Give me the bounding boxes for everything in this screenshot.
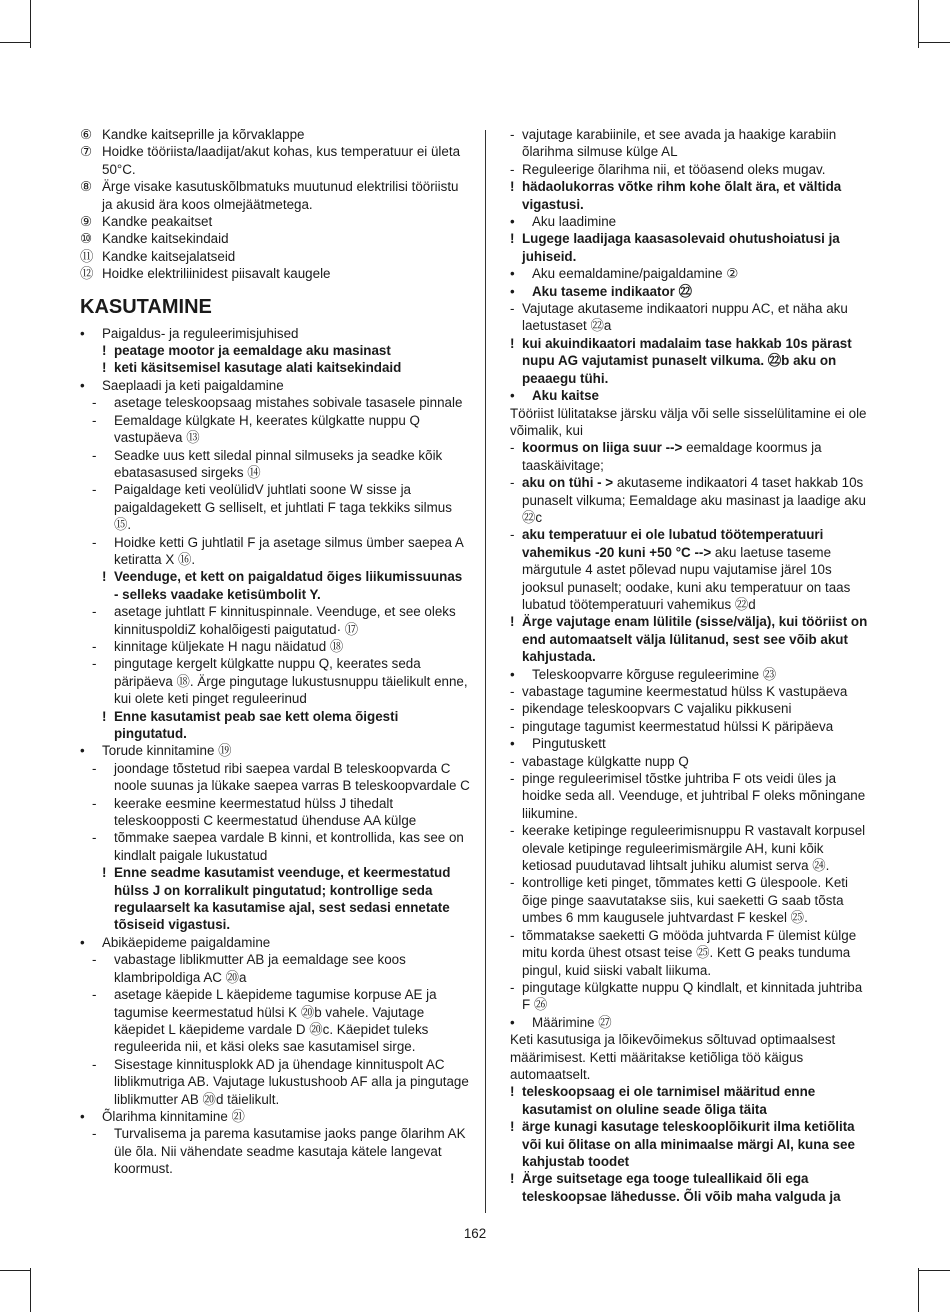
crop-mark bbox=[0, 1270, 30, 1271]
list-marker: - bbox=[92, 760, 97, 776]
list-marker: - bbox=[510, 161, 515, 177]
list-marker: - bbox=[510, 475, 515, 491]
item-text: Kandke kaitseprille ja kõrvaklappe bbox=[102, 127, 305, 142]
item-text: Sisestage kinnitusplokk AD ja ühendage kinnituspolt AC liblikmutriga AB. Vajutage lukustushoob AF alla ja pingutage liblikmutter AB ⑳d täielikult. bbox=[114, 1056, 469, 1107]
item-text: pingutage tagumist keermestatud hülssi K päripäeva bbox=[522, 718, 834, 734]
item-text: hädaolukorras võtke rihm kohe õlalt ära, et vältida vigastusi. bbox=[522, 179, 842, 212]
list-marker: ! bbox=[510, 179, 515, 195]
warning-item bbox=[102, 864, 470, 934]
item-text: kontrollige keti pinget, tõmmates ketti G ülespoole. Keti õige pinge saavutatakse siis, kui saeketti G saab tõsta umbes 6 mm kaugusele juhtvardast F keskel ㉕. bbox=[522, 875, 849, 926]
item-text: Määrimine ㉗ bbox=[532, 1014, 612, 1030]
dash-item bbox=[510, 126, 872, 161]
dash-item bbox=[510, 526, 872, 613]
item-text: vabastage tagumine keermestatud hülss K vastupäeva bbox=[522, 684, 848, 699]
item-text: Hoidke ketti G juhtlatil F ja asetage silmus ümber saepea A ketiratta X ⑯. bbox=[114, 534, 464, 567]
paragraph bbox=[510, 1031, 872, 1083]
bold-lead: koormus on liiga suur --> bbox=[522, 440, 683, 456]
dash-item bbox=[510, 439, 872, 474]
dash-item bbox=[510, 927, 872, 979]
symbol-number: ⑨ bbox=[80, 214, 93, 230]
item-text: teleskoopsaag ei ole tarnimisel määritud enne kasutamist on oluline seade õliga täita bbox=[522, 1084, 816, 1117]
dash-item bbox=[92, 795, 470, 830]
symbol-number: ⑥ bbox=[80, 127, 93, 142]
bullet-item bbox=[510, 735, 872, 752]
list-marker: - bbox=[510, 927, 515, 943]
list-marker: - bbox=[92, 447, 97, 463]
item-text: Kandke peakaitset bbox=[102, 214, 213, 230]
list-marker: - bbox=[510, 527, 515, 543]
list-marker: • bbox=[80, 325, 85, 341]
warning-item bbox=[510, 335, 872, 387]
warning-item bbox=[102, 708, 470, 743]
item-text: Turvalisema ja parema kasutamise jaoks pange õlarihm AK üle õla. Nii vähendate seadme kasutaja kätele langevat koormust. bbox=[114, 1126, 466, 1177]
numbered-item bbox=[80, 178, 470, 213]
item-text: Hoidke tööriista/laadijat/akut kohas, kus temperatuur ei ületa 50°C. bbox=[102, 144, 461, 177]
item-text: Paigaldage keti veolülidV juhtlati soone W sisse ja paigaldagekett G selliselt, et juhtlati F taga tekkiks silmus ⑮. bbox=[114, 482, 452, 533]
dash-item bbox=[92, 760, 470, 795]
symbol-number: ⑩ bbox=[80, 231, 93, 247]
item-text: asetage juhtlatt F kinnituspinnale. Veenduge, et see oleks kinnituspoldiZ kohalõigesti paigutatud· ⑰ bbox=[114, 604, 456, 637]
list-marker: • bbox=[510, 214, 515, 230]
dash-item bbox=[92, 655, 470, 707]
bullet-item bbox=[80, 1108, 470, 1125]
dash-item bbox=[92, 1125, 470, 1177]
list-marker: • bbox=[510, 666, 515, 682]
list-marker: - bbox=[92, 412, 97, 428]
list-marker: ! bbox=[102, 569, 107, 585]
item-text: vajutage karabiinile, et see avada ja haakige karabiin õlarihma silmuse külge AL bbox=[522, 127, 837, 160]
dash-item bbox=[92, 829, 470, 864]
bullet-item bbox=[80, 742, 470, 759]
dash-item bbox=[510, 822, 872, 874]
item-text: Teleskoopvarre kõrguse reguleerimine ㉓ bbox=[532, 666, 777, 682]
bullet-item bbox=[510, 213, 872, 230]
item-text: asetage teleskoopsaag mistahes sobivale tasasele pinnale bbox=[114, 395, 463, 411]
bullet-item bbox=[510, 265, 872, 282]
item-text: joondage tõstetud ribi saepea vardal B teleskoopvarda C noole suunas ja lükake saepea varras B teleskoopvardale C bbox=[114, 760, 470, 794]
list-marker: ! bbox=[510, 335, 515, 351]
dash-item bbox=[510, 700, 872, 717]
bullet-item bbox=[80, 934, 470, 951]
bullet-item bbox=[80, 377, 470, 394]
list-marker: - bbox=[92, 987, 97, 1003]
item-text: keti käsitsemisel kasutage alati kaitsekindaid bbox=[114, 360, 402, 376]
item-text: peatage mootor ja eemaldage aku masinast bbox=[114, 343, 391, 359]
list-marker: - bbox=[510, 875, 515, 891]
dash-item bbox=[510, 161, 872, 178]
dash-item bbox=[92, 481, 470, 533]
list-marker: - bbox=[92, 952, 97, 968]
item-text: Enne kasutamist peab sae kett olema õigesti pingutatud. bbox=[114, 708, 399, 741]
list-marker: - bbox=[510, 979, 515, 995]
numbered-item bbox=[80, 230, 470, 247]
item-text: Torude kinnitamine ⑲ bbox=[102, 743, 232, 759]
dash-item bbox=[510, 474, 872, 526]
crop-mark bbox=[918, 1268, 919, 1312]
list-marker: • bbox=[510, 1014, 515, 1030]
item-text: tõmmatakse saeketti G mööda juhtvarda F ülemist külge mitu korda ühest otsast teise ㉕. Kett G peaks tunduma pingul, kuid siiski vabalt liikuma. bbox=[522, 927, 857, 978]
crop-mark bbox=[0, 42, 30, 43]
item-text: Paigaldus- ja reguleerimisjuhised bbox=[102, 325, 299, 341]
item-text: Abikäepideme paigaldamine bbox=[102, 934, 271, 950]
item-text: Ärge suitsetage ega tooge tuleallikaid õli ega teleskoopsae lähedusse. Õli võib maha valguda ja bbox=[522, 1171, 841, 1204]
symbol-number: ⑫ bbox=[80, 266, 94, 282]
list-marker: - bbox=[510, 440, 515, 456]
item-text: Õlarihma kinnitamine ㉑ bbox=[102, 1108, 245, 1124]
dash-item bbox=[92, 951, 470, 986]
item-text: Reguleerige õlarihma nii, et tööasend oleks mugav. bbox=[522, 161, 826, 177]
list-marker: - bbox=[510, 701, 515, 717]
item-text: akutaseme indikaatori 4 taset hakkab 10s punaselt vilkuma; Eemaldage aku masinast ja laadige aku ㉒c bbox=[522, 475, 866, 525]
item-text: Kandke kaitsejalatseid bbox=[102, 248, 236, 264]
dash-item bbox=[92, 412, 470, 447]
dash-item bbox=[92, 534, 470, 569]
list-marker: - bbox=[510, 823, 515, 839]
item-text: Seadke uus kett siledal pinnal silmuseks ja seadke kõik ebatasasused sirgeks ⑭ bbox=[114, 447, 443, 480]
list-marker: ! bbox=[510, 614, 515, 630]
list-marker: - bbox=[92, 1126, 97, 1142]
crop-mark bbox=[30, 0, 31, 48]
dash-item bbox=[92, 447, 470, 482]
dash-item bbox=[92, 603, 470, 638]
crop-mark bbox=[918, 1270, 950, 1271]
bullet-item bbox=[80, 325, 470, 342]
crop-mark bbox=[918, 42, 950, 43]
list-marker: ! bbox=[510, 231, 515, 247]
item-text: Saeplaadi ja keti paigaldamine bbox=[102, 377, 284, 393]
item-text: pingutage külgkatte nuppu Q kindlalt, et kinnitada juhtriba F ㉖ bbox=[522, 979, 863, 1013]
bold-lead: aku temperatuur ei ole lubatud töötemperatuuri vahemikus -20 kuni +50 °C --> bbox=[522, 527, 824, 560]
list-marker: - bbox=[510, 684, 515, 699]
left-column bbox=[80, 126, 470, 1178]
list-marker: • bbox=[510, 283, 515, 299]
numbered-item bbox=[80, 265, 470, 282]
item-text: Aku taseme indikaator ㉒ bbox=[532, 283, 692, 299]
list-marker: - bbox=[510, 127, 515, 142]
item-text: Keti kasutusiga ja lõikevõimekus sõltuvad optimaalsest määrimisest. Ketti määritakse ketiõliga töö käigus automaatselt. bbox=[510, 1032, 836, 1082]
list-marker: • bbox=[80, 1108, 85, 1124]
crop-mark bbox=[30, 1268, 31, 1312]
item-text: Pingutuskett bbox=[532, 736, 606, 752]
dash-item bbox=[92, 986, 470, 1056]
item-text: ärge kunagi kasutage teleskooplõikurit ilma ketiõlita või kui õlitase on alla minimaalse märgi AI, kuna see kahjustab toodet bbox=[522, 1119, 855, 1169]
symbol-number: ⑧ bbox=[80, 179, 93, 195]
item-text: kinnitage küljekate H nagu näidatud ⑱ bbox=[114, 638, 344, 654]
list-marker: - bbox=[92, 604, 97, 620]
bullet-item bbox=[510, 283, 872, 300]
item-text: Tööriist lülitatakse järsku välja või selle sisselülitamine ei ole võimalik, kui bbox=[510, 405, 867, 438]
warning-item bbox=[510, 178, 872, 213]
item-text: KASUTAMINE bbox=[80, 295, 212, 318]
warning-item bbox=[510, 230, 872, 265]
item-text: Aku eemaldamine/paigaldamine ② bbox=[532, 266, 739, 282]
bullet-item bbox=[510, 1014, 872, 1031]
item-text: Aku laadimine bbox=[532, 214, 617, 230]
dash-item bbox=[510, 770, 872, 822]
item-text: asetage käepide L käepideme tagumise korpuse AE ja tagumise keermestatud hülsi K ⑳b vahele. Vajutage käepidet L käepideme vardale D ⑳c. Käepidet tuleks reguleerida nii, et käsi oleks sae kasutamisel sirge. bbox=[114, 987, 437, 1055]
item-text: pinge reguleerimisel tõstke juhtriba F ots veidi üles ja hoidke seda all. Veenduge, et juhtribal F oleks mõningane liikumine. bbox=[522, 771, 866, 821]
item-text: Enne seadme kasutamist veenduge, et keermestatud hülss J on korralikult pingutatud; kontrollige seda regulaarselt ka kasutamise ajal, sest sedasi ennetate tõsiseid vigastusi. bbox=[114, 865, 451, 933]
list-marker: - bbox=[92, 638, 97, 654]
bullet-item bbox=[510, 387, 872, 404]
list-marker: - bbox=[510, 753, 515, 769]
list-marker: - bbox=[92, 795, 97, 811]
item-text: vabastage külgkatte nupp Q bbox=[522, 753, 689, 769]
item-text: pikendage teleskoopvars C vajaliku pikkuseni bbox=[522, 701, 792, 717]
list-marker: ! bbox=[510, 1084, 515, 1100]
dash-item bbox=[92, 394, 470, 411]
item-text: Kandke kaitsekindaid bbox=[102, 231, 229, 247]
dash-item bbox=[92, 1056, 470, 1108]
list-marker: • bbox=[80, 743, 85, 759]
warning-item bbox=[102, 342, 470, 359]
bullet-item bbox=[510, 666, 872, 683]
section-heading bbox=[80, 295, 470, 319]
list-marker: - bbox=[92, 395, 97, 411]
item-text: Veenduge, et kett on paigaldatud õiges liikumissuunas - selleks vaadake ketisümbolit Y. bbox=[114, 569, 463, 602]
dash-item bbox=[510, 718, 872, 735]
list-marker: - bbox=[92, 656, 97, 672]
dash-item bbox=[510, 683, 872, 700]
numbered-item bbox=[80, 213, 470, 230]
list-marker: • bbox=[510, 266, 515, 282]
list-marker: - bbox=[92, 830, 97, 846]
item-text: Eemaldage külgkate H, keerates külgkatte nuppu Q vastupäeva ⑬ bbox=[114, 412, 420, 446]
page-number: 162 bbox=[463, 1226, 487, 1241]
numbered-item bbox=[80, 126, 470, 143]
numbered-item bbox=[80, 143, 470, 178]
list-marker: - bbox=[510, 301, 515, 317]
list-marker: - bbox=[92, 534, 97, 550]
list-marker: • bbox=[80, 377, 85, 393]
list-marker: • bbox=[80, 934, 85, 950]
item-text: Ärge vajutage enam lülitile (sisse/välja), kui tööriist on end automaatselt välja lülitanud, sest see võib akut kahjustada. bbox=[522, 614, 868, 665]
list-marker: - bbox=[92, 1056, 97, 1072]
paragraph bbox=[510, 405, 872, 440]
warning-item bbox=[510, 1170, 872, 1205]
dash-item bbox=[510, 300, 872, 335]
list-marker: - bbox=[510, 771, 515, 787]
list-marker: ! bbox=[102, 708, 107, 724]
crop-mark bbox=[918, 0, 919, 48]
list-marker: • bbox=[510, 736, 515, 752]
symbol-number: ⑪ bbox=[80, 248, 94, 264]
item-text: Vajutage akutaseme indikaatori nuppu AC, et näha aku laetustaset ㉒a bbox=[522, 301, 848, 334]
numbered-item bbox=[80, 248, 470, 265]
item-text: vabastage liblikmutter AB ja eemaldage see koos klambripoldiga AC ⑳a bbox=[114, 952, 406, 985]
list-marker: ! bbox=[102, 360, 107, 376]
item-text: Lugege laadijaga kaasasolevaid ohutushoiatusi ja juhiseid. bbox=[522, 231, 840, 264]
item-text: keerake eesmine keermestatud hülss J tihedalt teleskoopposti C keermestatud ühenduse AA külge bbox=[114, 795, 417, 829]
dash-item bbox=[92, 638, 470, 655]
item-text: pingutage kergelt külgkatte nuppu Q, keerates seda päripäeva ⑱. Ärge pingutage lukustusnuppu täielikult enne, kui olete keti pinget reguleerinud bbox=[114, 656, 468, 707]
list-marker: ! bbox=[102, 865, 107, 881]
right-column bbox=[510, 126, 872, 1205]
dash-item bbox=[510, 753, 872, 770]
item-text: Aku kaitse bbox=[532, 388, 599, 404]
warning-item bbox=[510, 1083, 872, 1118]
item-text: tõmmake saepea vardale B kinni, et kontrollida, kas see on kindlalt paigale lukustatud bbox=[114, 830, 464, 863]
list-marker: ! bbox=[510, 1171, 515, 1187]
item-text: keerake ketipinge reguleerimisnuppu R vastavalt korpusel olevale ketipinge reguleerimismärgile AH, kuni kõik ketiosad puudutavad lihtsalt juhiku alumist serva ㉔. bbox=[522, 823, 866, 874]
list-marker: ! bbox=[102, 343, 107, 359]
item-text: eemaldage koormus ja taaskäivitage; bbox=[522, 440, 822, 473]
item-text: Hoidke elektriliinidest piisavalt kaugele bbox=[102, 266, 331, 282]
item-text: Ärge visake kasutuskõlbmatuks muutunud elektrilisi tööriistu ja akusid ära koos olmejäätmetega. bbox=[102, 179, 459, 212]
item-text: kui akuindikaatori madalaim tase hakkab 10s pärast nupu AG vajutamist punaselt vilkuma. ㉒b aku on peaaegu tühi. bbox=[522, 335, 852, 386]
symbol-number: ⑦ bbox=[80, 144, 93, 160]
dash-item bbox=[510, 979, 872, 1014]
list-marker: - bbox=[510, 718, 515, 734]
dash-item bbox=[510, 874, 872, 926]
warning-item bbox=[510, 1118, 872, 1170]
item-text: aku laetuse taseme märgutule 4 astet põlevad nupu vajutamise järel 10s jooksul punaselt; oodake, kuni aku temperatuur on taas lubatud töötemperatuuri vahemikus ㉒d bbox=[522, 544, 851, 612]
bold-lead: aku on tühi - > bbox=[522, 475, 614, 491]
warning-item bbox=[102, 359, 470, 376]
list-marker: ! bbox=[510, 1119, 515, 1135]
list-marker: • bbox=[510, 388, 515, 404]
warning-item bbox=[102, 568, 470, 603]
list-marker: - bbox=[92, 482, 97, 498]
warning-item bbox=[510, 613, 872, 665]
column-divider bbox=[485, 130, 486, 1213]
